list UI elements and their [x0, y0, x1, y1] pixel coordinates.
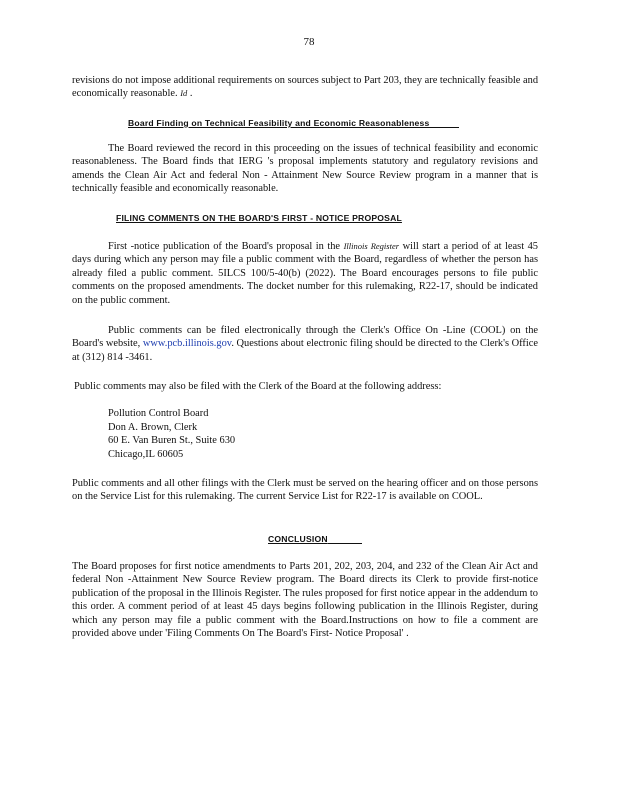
- address-line: Chicago,IL 60605: [108, 448, 184, 460]
- feasibility-paragraph: The Board reviewed the record in this proceeding on the issues of technical feasibility and economic reasonableness. The Board finds that IERG 's proposal implements statutory and regulatory revisions and amends the Clean Air Act and federal Non - Attainment New Source Review program in a manner that is technically feasible and economically reasonable.: [72, 143, 538, 195]
- conclusion-paragraph: The Board proposes for first notice amendments to Parts 201, 202, 203, 204, and 232 of the Clean Air Act and federal Non -Attainment New Source Review program. The Board directs its Clerk to provide first-notice publication of the proposal in the Illinois Register. The rules proposed for first notice appear in the addendum to this order. A comment period of at least 45 days begins following publication in the Illinois Register, during which any person may file a public comment with the Board.Instructions on how to file a comment are provided above under 'Filing Comments On The Board's First- Notice Proposal' .: [72, 561, 538, 640]
- clerk-address: [108, 407, 235, 461]
- section-heading-feasibility: Board Finding on Technical Feasibility and Economic Reasonableness: [128, 118, 459, 128]
- section-heading-conclusion: CONCLUSION: [268, 534, 362, 544]
- address-line: Don A. Brown, Clerk: [108, 421, 198, 433]
- mail-filing-paragraph: Public comments may also be filed with the Clerk of the Board at the following address:: [74, 381, 442, 392]
- pcb-website-link[interactable]: www.pcb.illinois.gov: [142, 338, 232, 350]
- service-list-paragraph: Public comments and all other filings with the Clerk must be served on the hearing officer and on those persons on the Service List for this rulemaking. The current Service List for R22-17 is available on COOL.: [72, 478, 538, 503]
- address-line: 60 E. Van Buren St., Suite 630: [108, 435, 236, 447]
- page-number: 78: [303, 36, 315, 48]
- intro-paragraph: revisions do not impose additional requirements on sources subject to Part 203, they are technically feasible and economically reasonable. Id .: [72, 75, 539, 100]
- illinois-register-citation: Illinois Register: [343, 241, 400, 251]
- address-line: Pollution Control Board: [108, 408, 209, 419]
- intro-cite: Id: [180, 88, 188, 99]
- section-heading-filing-comments: FILING COMMENTS ON THE BOARD'S FIRST - NOTICE PROPOSAL: [116, 213, 402, 223]
- first-notice-paragraph: First -notice publication of the Board's proposal in the Illinois Register will start a period of at least 45 days during which any person may file a public comment with the Board, regardless of whether the person has already filed a public comment. 5ILCS 100/5-40(b) (2022). The Board encourages persons to file public comments on the proposed amendments. The docket number for this rulemaking, R22-17, should be indicated on the public comment.: [72, 241, 538, 306]
- electronic-filing-paragraph: Public comments can be filed electronically through the Clerk's Office On -Line (COOL) on the Board's website, www.pcb.illinois.gov. Questions about electronic filing should be directed to the Clerk's Office at (312) 814 -3461.: [72, 325, 538, 363]
- intro-text: revisions do not impose additional requirements on sources subject to Part 203, they are technically feasible and economically reasonable.: [72, 75, 539, 100]
